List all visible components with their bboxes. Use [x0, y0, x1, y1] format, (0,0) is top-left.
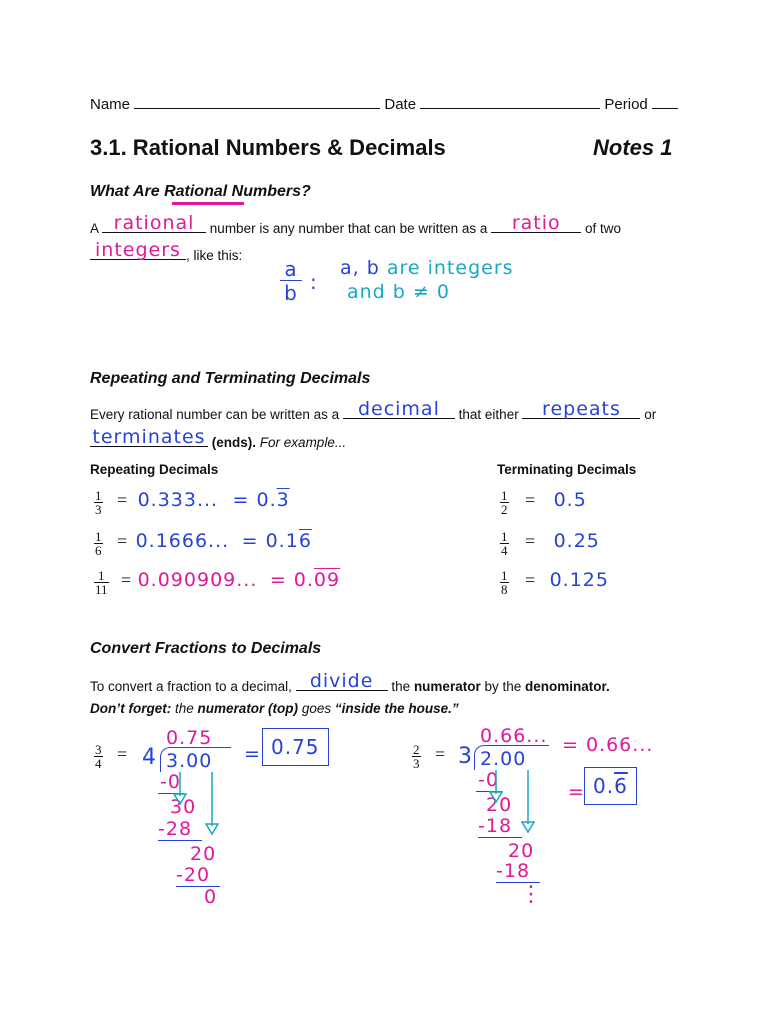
name-field[interactable]	[134, 94, 380, 109]
date-field[interactable]	[420, 94, 600, 109]
period-field[interactable]	[652, 94, 678, 109]
ex1-step-4: 20	[190, 843, 217, 865]
blank-integers[interactable]: integers	[90, 244, 186, 260]
divide-sentence: To convert a fraction to a decimal, divide the numerator by the denominator.	[90, 670, 610, 694]
ex1-rule-2	[158, 840, 202, 841]
ex1-step-2: 30	[170, 796, 197, 818]
name-label: Name	[90, 96, 131, 113]
section-heading-rational: What Are Rational Numbers?	[90, 183, 311, 200]
ex1-step-3: -28	[158, 818, 193, 840]
rep-row-1: $\frac{1}{3}$ = 0.333... = 0.3	[95, 488, 290, 517]
ex1-step-1: -0	[160, 771, 181, 793]
notes-label: Notes 1	[593, 135, 673, 160]
example-2-3: $\frac{2}{3}$ =	[413, 742, 446, 771]
page-title: 3.1. Rational Numbers & Decimals	[90, 135, 446, 160]
handwritten-fraction-ab: a b	[280, 258, 302, 305]
ex1-quotient: 0.75	[166, 727, 213, 749]
term-row-2: $\frac{1}{4}$ = 0.25	[501, 529, 600, 558]
dont-forget-line: Don’t forget: the numerator (top) goes “inside the house.”	[90, 701, 459, 716]
rational-sentence: A rational number is any number that can be written as a ratio of two	[90, 212, 622, 236]
blank-repeats[interactable]: repeats	[522, 403, 640, 419]
colon-mark: :	[310, 270, 318, 294]
ex1-step-6: 0	[204, 886, 218, 908]
ex2-step-2: 20	[486, 794, 513, 816]
ex2-result-1: = 0.66...	[562, 734, 654, 756]
section-heading-repeating: Repeating and Terminating Decimals	[90, 370, 371, 387]
blank-terminates[interactable]: terminates	[90, 431, 208, 447]
blank-rational[interactable]: rational	[102, 217, 206, 233]
period-label: Period	[604, 96, 648, 113]
ex2-step-1: -0	[478, 769, 499, 791]
ex2-step-6: ⋮	[520, 882, 543, 907]
ex1-equals: =	[244, 743, 261, 765]
rep-row-2: $\frac{1}{6}$ = 0.1666... = 0.16	[95, 529, 312, 558]
ex2-result-box: 0.6	[584, 767, 637, 805]
decimal-sentence: Every rational number can be written as a decimal that either repeats or	[90, 398, 657, 422]
ex2-dividend: 2.00	[480, 748, 527, 770]
example-3-4: $\frac{3}{4}$ =	[95, 742, 128, 771]
note-b-nonzero: and b ≠ 0	[347, 281, 450, 303]
ex2-quotient: 0.66...	[480, 725, 548, 747]
terminating-heading: Terminating Decimals	[497, 462, 637, 477]
ex1-result-box: 0.75	[262, 728, 329, 766]
blank-ratio[interactable]: ratio	[491, 217, 581, 233]
terminates-sentence: terminates (ends). For example...	[90, 431, 346, 450]
blank-divide[interactable]: divide	[296, 675, 388, 691]
note-integers: a, b are integers	[340, 257, 514, 279]
date-label: Date	[384, 96, 417, 113]
blank-decimal[interactable]: decimal	[343, 403, 455, 419]
ex2-equals-2: =	[568, 781, 585, 803]
ex2-divisor: 3	[458, 744, 473, 769]
ex2-step-4: 20	[508, 840, 535, 862]
section-heading-convert: Convert Fractions to Decimals	[90, 640, 322, 657]
repeating-heading: Repeating Decimals	[90, 462, 219, 477]
ex1-bring-down-arrows	[170, 770, 230, 840]
ex2-step-3: -18	[478, 815, 513, 837]
integers-sentence: integers , like this:	[90, 244, 242, 263]
highlight-underline	[172, 202, 244, 205]
ex1-step-5: -20	[176, 864, 211, 886]
term-row-1: $\frac{1}{2}$ = 0.5	[501, 488, 587, 517]
rep-row-3: $\frac{1}{11}$ = 0.090909... = 0.09	[95, 568, 341, 597]
ex2-bring-down-arrows	[486, 768, 546, 838]
ex1-divisor: 4	[142, 745, 157, 770]
ex2-step-5: -18	[496, 860, 531, 882]
ex1-dividend: 3.00	[166, 750, 213, 772]
term-row-3: $\frac{1}{8}$ = 0.125	[501, 568, 609, 597]
header-line	[90, 94, 678, 113]
